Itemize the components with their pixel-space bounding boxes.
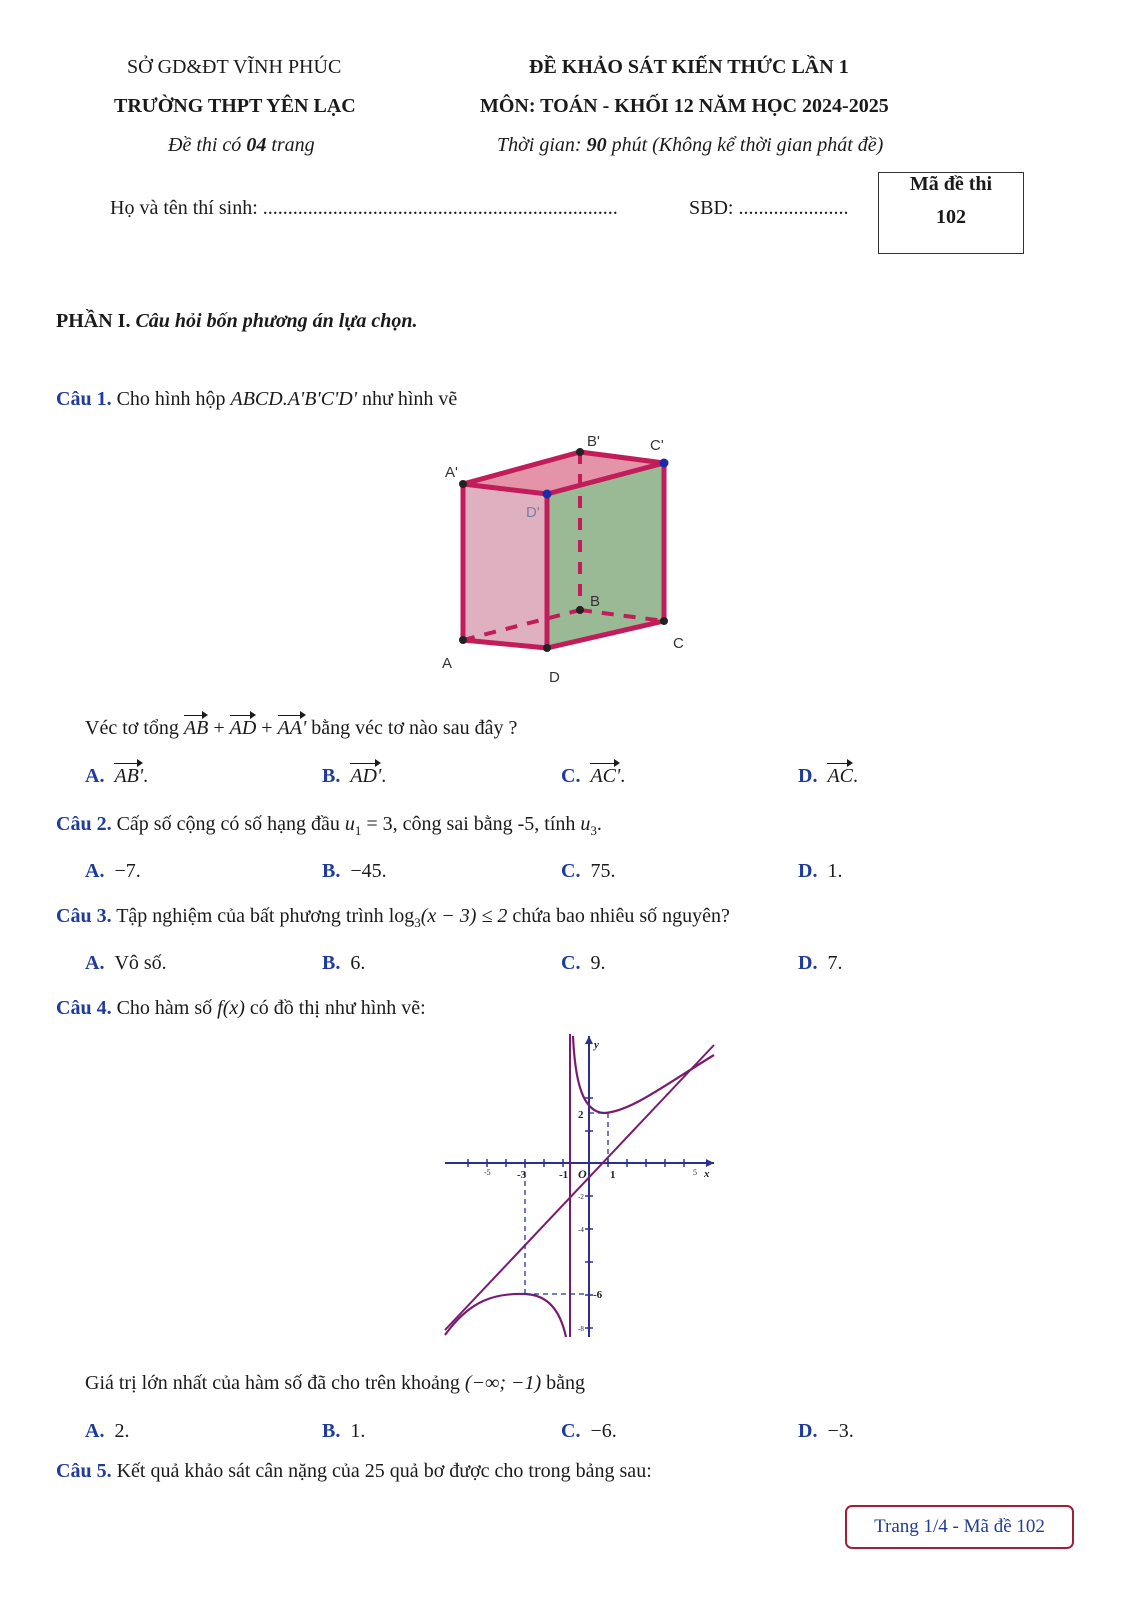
- x-axis-arrow: [706, 1159, 714, 1167]
- pages-note: Đề thi có 04 trang: [168, 134, 315, 156]
- tick-label-x-1: 1: [610, 1169, 616, 1181]
- school-name: TRƯỜNG THPT YÊN LẠC: [114, 95, 356, 117]
- q1-option-b[interactable]: B. AD'.: [322, 765, 387, 787]
- vertex-a: [459, 636, 467, 644]
- label-c: C: [673, 635, 684, 652]
- question-5: Câu 5. Kết quả khảo sát cân nặng của 25 quả bơ được cho trong bảng sau:: [56, 1460, 652, 1482]
- left-branch: [445, 1294, 566, 1337]
- vertex-d: [543, 644, 551, 652]
- tick-label-x-5: 5: [693, 1168, 697, 1177]
- tick-label-y-minus6: -6: [593, 1289, 603, 1301]
- time-note: Thời gian: 90 phút (Không kể thời gian phát đề): [497, 134, 884, 156]
- question-4-prompt: Giá trị lớn nhất của hàm số đã cho trên khoảng (−∞; −1) bằng: [85, 1372, 586, 1394]
- q4-option-b[interactable]: B. 1.: [322, 1420, 366, 1442]
- sbd-field: SBD: ......................: [689, 197, 849, 219]
- question-1-prompt: Véc tơ tổng AB + AD + AA' bằng véc tơ nào sau đây ?: [85, 717, 518, 739]
- exam-code-label: Mã đề thi: [909, 173, 993, 195]
- label-a-prime: A': [445, 464, 458, 481]
- q4-option-a[interactable]: A. 2.: [85, 1420, 130, 1442]
- label-d: D: [549, 669, 560, 685]
- question-1: Câu 1. Cho hình hộp ABCD.A'B'C'D' như hình vẽ: [56, 388, 458, 410]
- label-b: B: [590, 593, 601, 610]
- function-graph: [440, 1030, 720, 1340]
- label-origin: O: [578, 1167, 587, 1181]
- exam-title: ĐỀ KHẢO SÁT KIẾN THỨC LẦN 1: [529, 56, 849, 78]
- question-4: Câu 4. Cho hàm số f(x) có đồ thị như hình vẽ:: [56, 997, 426, 1019]
- vertex-c-prime: [660, 459, 669, 468]
- student-name-field: Họ và tên thí sinh: .......................................................................: [110, 197, 618, 219]
- vertex-b: [576, 606, 584, 614]
- q2-option-a[interactable]: A. −7.: [85, 860, 141, 882]
- question-2: Câu 2. Cấp số cộng có số hạng đầu $u_1 = 3$, công sai bằng -5, tính $u_3$.: [56, 813, 602, 838]
- q3-option-a[interactable]: A. Vô số.: [85, 952, 167, 974]
- q1-option-d[interactable]: D. AC.: [798, 765, 859, 787]
- q4-option-c[interactable]: C. −6.: [561, 1420, 617, 1442]
- exam-code-value: 102: [936, 206, 966, 228]
- question-1-label: Câu 1.: [56, 388, 112, 410]
- q2-option-d[interactable]: D. 1.: [798, 860, 843, 882]
- question-3-label: Câu 3.: [56, 905, 112, 927]
- q4-option-d[interactable]: D. −3.: [798, 1420, 854, 1442]
- tick-label-x-minus3: -3: [517, 1169, 527, 1181]
- tick-label-y-minus2: -2: [578, 1193, 584, 1201]
- y-axis-arrow: [585, 1036, 593, 1044]
- q3-option-c[interactable]: C. 9.: [561, 952, 606, 974]
- vertex-b-prime: [576, 448, 584, 456]
- page-footer: Trang 1/4 - Mã đề 102: [845, 1505, 1074, 1549]
- tick-label-x-minus1: -1: [559, 1169, 569, 1181]
- q3-option-b[interactable]: B. 6.: [322, 952, 366, 974]
- q1-option-c[interactable]: C. AC'.: [561, 765, 626, 787]
- label-x: x: [704, 1168, 710, 1180]
- vertex-c: [660, 617, 668, 625]
- q1-option-a[interactable]: A. AB'.: [85, 765, 149, 787]
- label-y: y: [594, 1039, 599, 1051]
- label-a: A: [442, 655, 453, 672]
- label-b-prime: B': [587, 433, 600, 450]
- label-c-prime: C': [650, 437, 664, 454]
- tick-label-y-minus4: -4: [578, 1226, 584, 1234]
- tick-label-x-minus5: -5: [484, 1168, 491, 1177]
- tick-label-y-2: 2: [578, 1109, 584, 1121]
- exam-code-box: [878, 172, 1024, 254]
- section-title: PHẦN I. Câu hỏi bốn phương án lựa chọn.: [56, 310, 418, 332]
- parallelepiped-figure: [430, 425, 700, 685]
- vertex-a-prime: [459, 480, 467, 488]
- tick-label-y-minus8: -8: [578, 1325, 584, 1333]
- q3-option-d[interactable]: D. 7.: [798, 952, 843, 974]
- question-4-label: Câu 4.: [56, 997, 112, 1019]
- question-2-label: Câu 2.: [56, 813, 112, 835]
- label-d-prime: D': [526, 504, 540, 521]
- q2-option-c[interactable]: C. 75.: [561, 860, 616, 882]
- subject-line: MÔN: TOÁN - KHỐI 12 NĂM HỌC 2024-2025: [480, 95, 889, 117]
- q2-option-b[interactable]: B. −45.: [322, 860, 387, 882]
- vertex-d-prime: [543, 490, 552, 499]
- department-name: SỞ GD&ĐT VĨNH PHÚC: [127, 56, 342, 78]
- question-3: Câu 3. Tập nghiệm của bất phương trình $\log_3(x - 3) \le 2$ chứa bao nhiêu số nguyên?: [56, 905, 730, 930]
- question-5-label: Câu 5.: [56, 1460, 112, 1482]
